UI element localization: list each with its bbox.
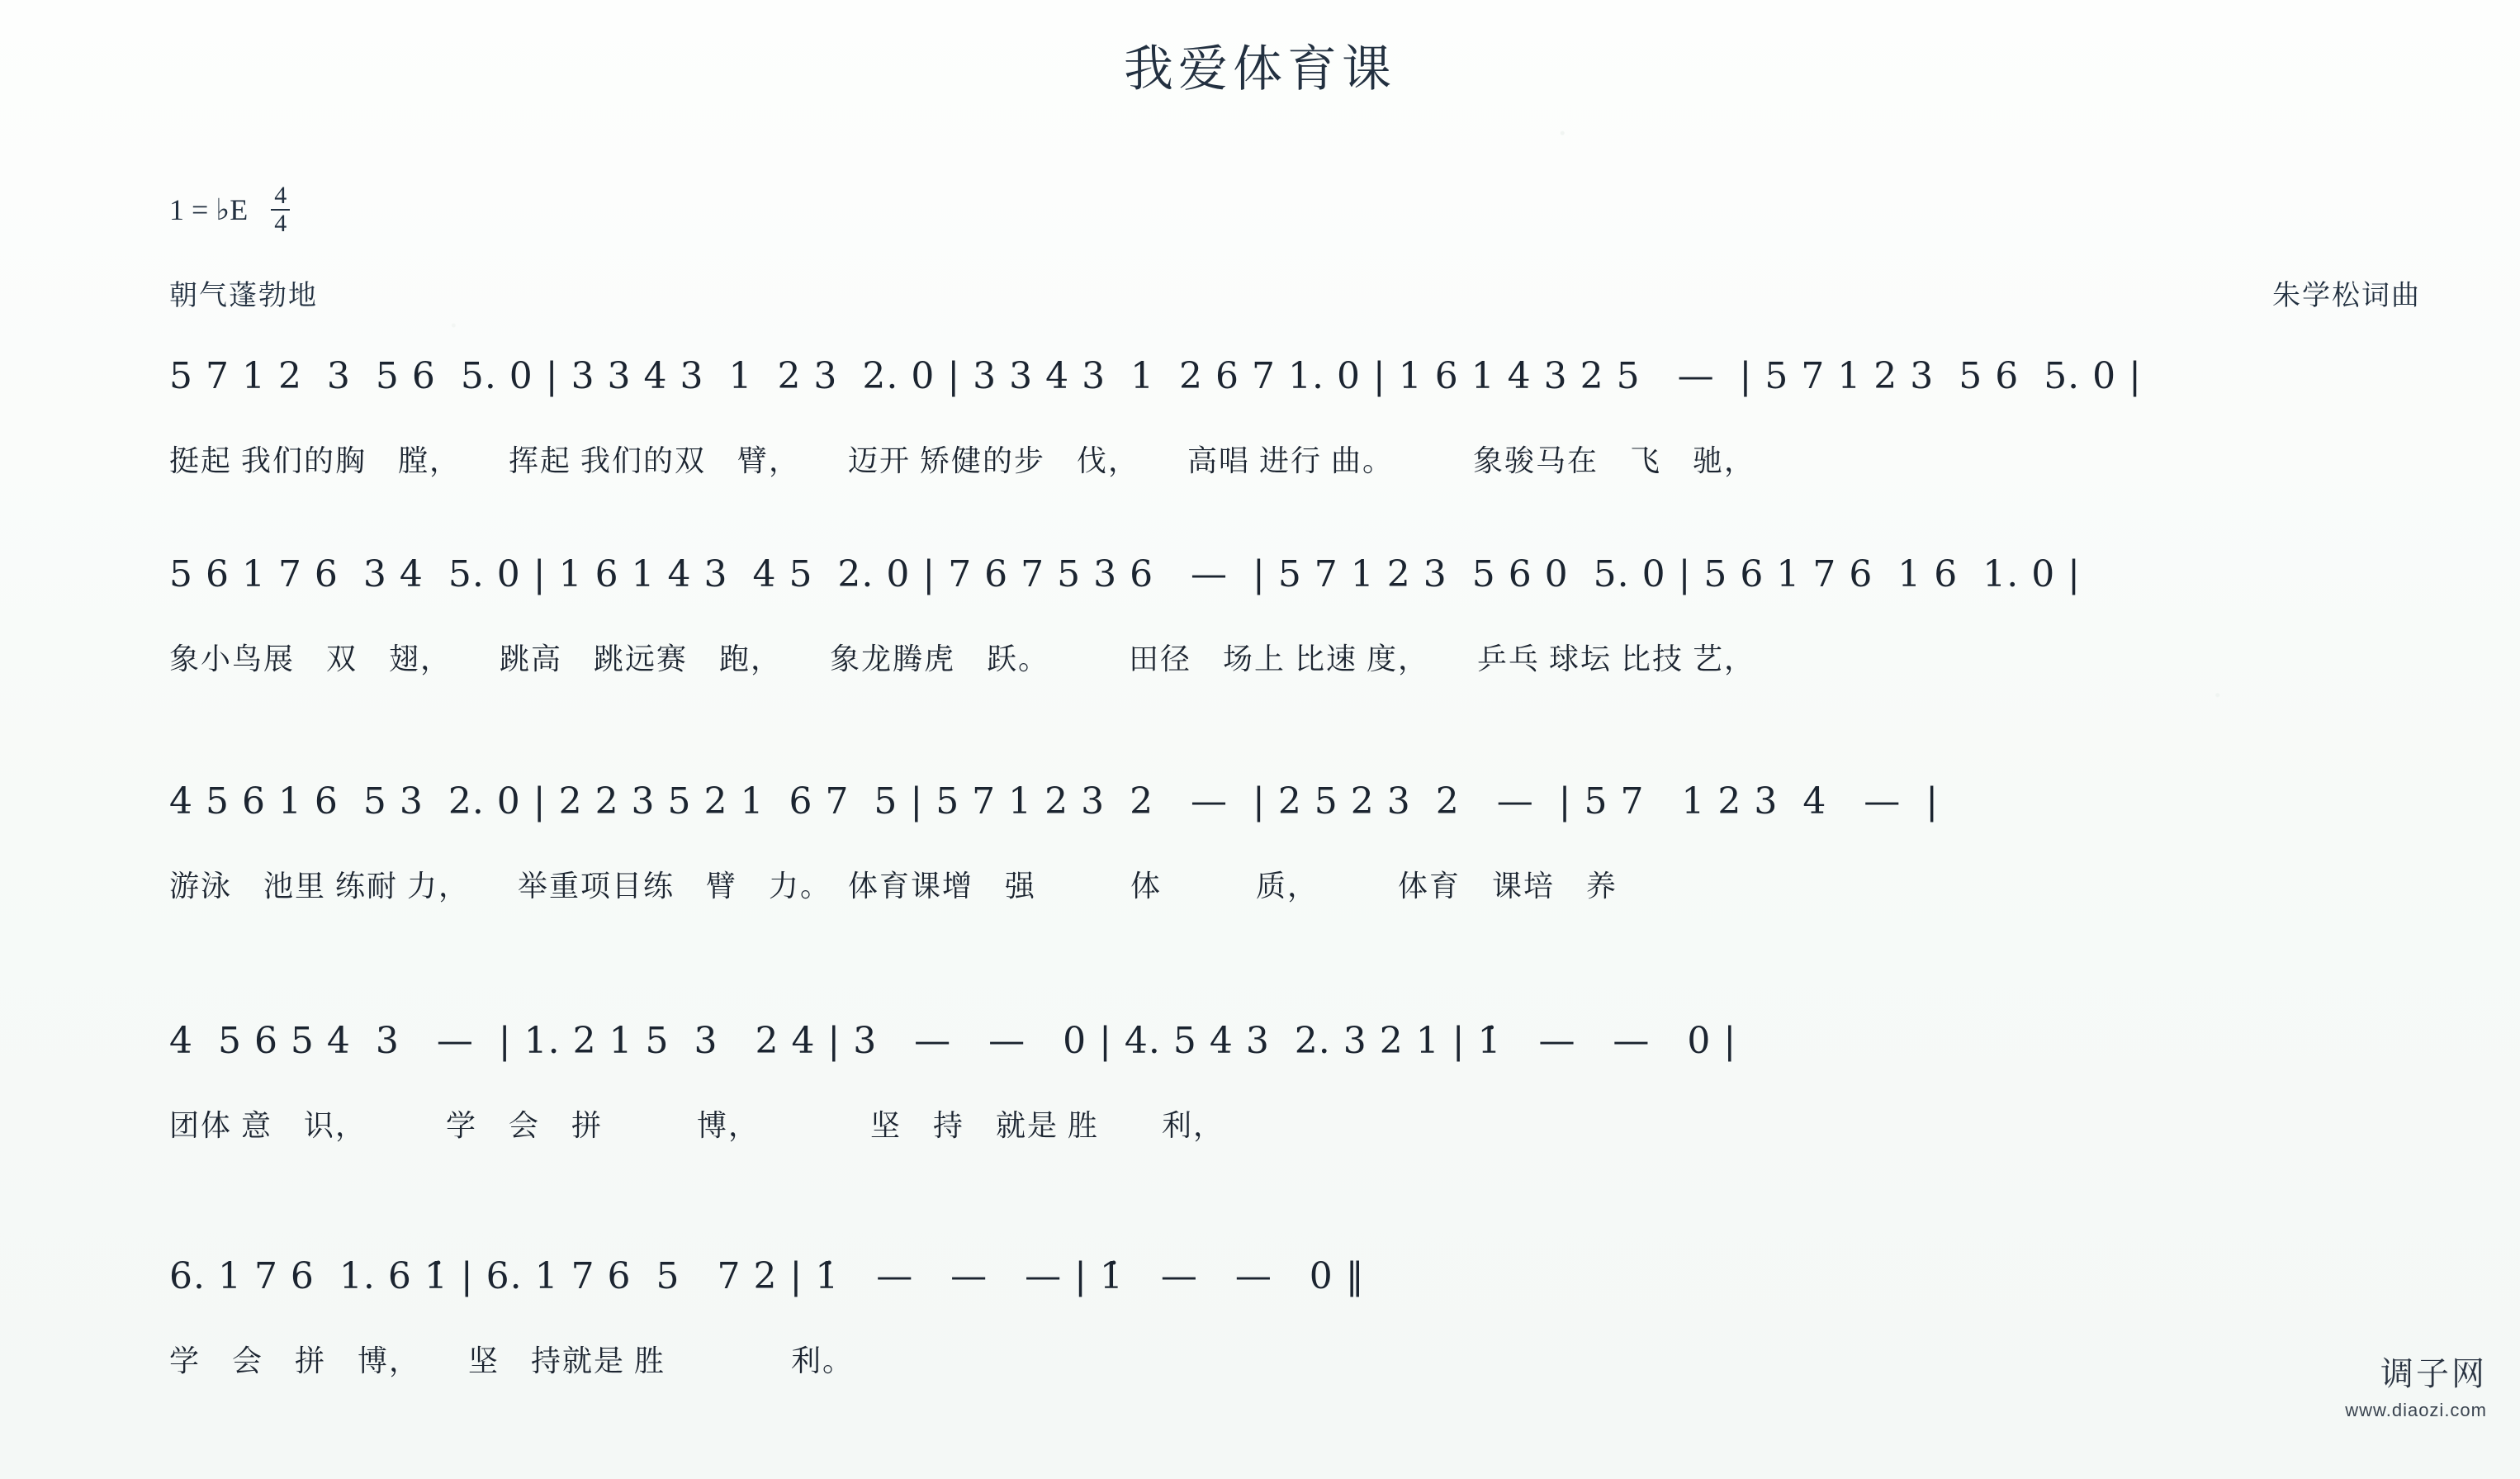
music-system-3 <box>0 780 2520 822</box>
notation-line-5: 6. 1 7 6 1. 6 1̇ | 6. 1 7 6 5 7 2 | 1̇ — — — | 1̇ — — 0 ‖ <box>169 1255 1365 1297</box>
time-signature-denominator: 4 <box>274 210 287 237</box>
tempo-marking: 朝气蓬勃地 <box>169 281 318 311</box>
lyrics-line-4: 团体 意 识， 学 会 拼 博， 坚 持 就是 胜 利， <box>169 1109 1225 1142</box>
lyrics-system-5 <box>0 1338 2520 1380</box>
watermark <box>2345 1348 2487 1421</box>
key-signature <box>169 183 290 236</box>
notation-line-3: 4 5 6 1 6 5 3 2. 0 | 2 2 3 5 2 1 6 7 5 | 5 7 1 2 3 2 — | 2 5 2 3 2 — | 5 7 1 2 3 4 — | <box>169 780 1940 822</box>
composer-credit: 朱学松词曲 <box>2272 281 2421 311</box>
lyrics-system-1 <box>0 438 2520 480</box>
key-signature-text: 1 = ♭E <box>169 193 249 226</box>
music-system-2 <box>0 553 2520 595</box>
notation-line-2: 5 6 1 7 6 3 4 5. 0 | 1 6 1 4 3 4 5 2. 0 | 7 6 7 5 3 6 — | 5 7 1 2 3 5 6 0 5. 0 | 5 6 1 7 6 1 6 1. 0 | <box>169 553 2082 595</box>
watermark-url: www.diaozi.com <box>2345 1400 2487 1420</box>
time-signature <box>271 183 290 236</box>
music-system-1 <box>0 355 2520 397</box>
lyrics-system-4 <box>0 1102 2520 1145</box>
music-system-4 <box>0 1020 2520 1062</box>
lyrics-line-2: 象小鸟展 双 翅， 跳高 跳远赛 跑， 象龙腾虎 跃。 田径 场上 比速 度， 乒乓 球坛 比技 艺， <box>169 642 1756 676</box>
watermark-site-name: 调子网 <box>2380 1355 2487 1392</box>
page-title: 我爱体育课 <box>1124 40 1396 98</box>
notation-line-1: 5 7 1 2 3 5 6 5. 0 | 3 3 4 3 1 2 3 2. 0 | 3 3 4 3 1 2 6 7 1. 0 | 1 6 1 4 3 2 5 — | 5 7 1 2 3 5 6 5. 0 | <box>169 355 2142 397</box>
lyrics-line-5: 学 会 拼 博， 坚 持就是 胜 利。 <box>169 1344 855 1377</box>
lyrics-line-3: 游泳 池里 练耐 力， 举重项目练 臂 力。 体育课增 强 体 质， 体育 课培 养 <box>169 870 1618 903</box>
time-signature-numerator: 4 <box>271 183 290 211</box>
notation-line-4: 4 5 6 5 4 3 — | 1. 2 1 5 3 2 4 | 3 — — 0 | 4. 5 4 3 2. 3 2 1 | 1̇ — — 0 | <box>169 1020 1737 1062</box>
lyrics-system-2 <box>0 636 2520 678</box>
lyrics-system-3 <box>0 863 2520 905</box>
lyrics-line-1: 挺起 我们的胸 膛， 挥起 我们的双 臂， 迈开 矫健的步 伐， 高唱 进行 曲。 象骏马在 飞 驰， <box>169 444 1756 477</box>
music-system-5 <box>0 1255 2520 1297</box>
